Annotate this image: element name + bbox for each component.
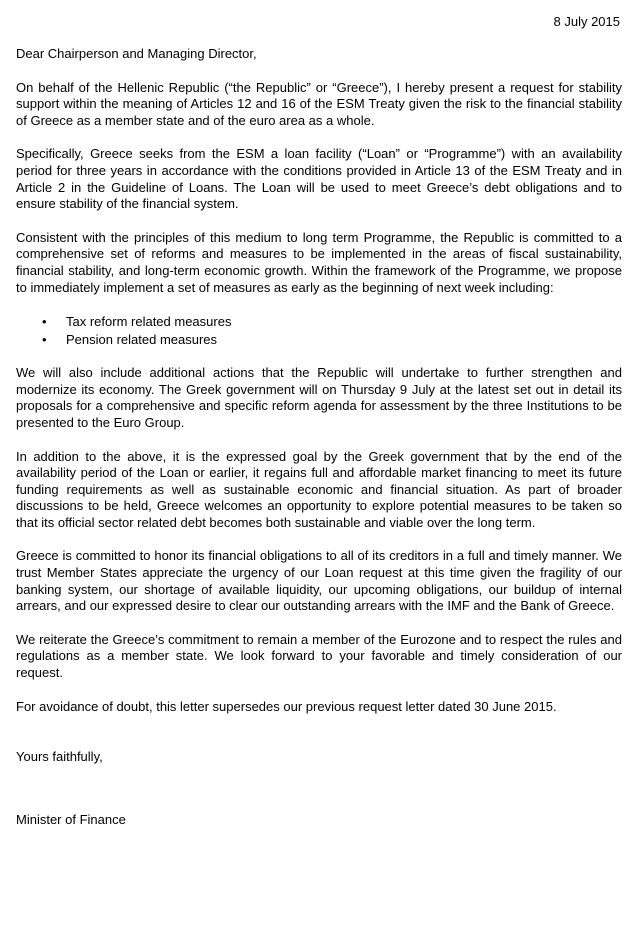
paragraph-eurozone-commitment: We reiterate the Greece’s commitment to remain a member of the Eurozone and to respect the rules and regulations as a member state. We look forward to your favorable and timely consideration of our request. — [16, 631, 622, 681]
letter-date: 8 July 2015 — [553, 14, 620, 29]
paragraph-additional-actions: We will also include additional actions that the Republic will undertake to further strengthen and modernize its economy. The Greek government will on Thursday 9 July at the latest set out in detail its proposals for a comprehensive and specific reform agenda for assessment by the three Institutions to be presented to the Euro Group. — [16, 365, 622, 430]
list-item-label: Pension related measures — [66, 331, 218, 347]
paragraph-reforms: Consistent with the principles of this medium to long term Programme, the Republic is committed to a comprehensive set of reforms and measures to be implemented in the areas of fiscal sustainability, financial stability, and long-term economic growth. Within the framework of the Programme, we propose to immediately implement a set of measures as early as the beginning of next week including: — [16, 229, 622, 295]
list-item-label: Tax reform related measures — [66, 314, 232, 330]
list-item — [16, 331, 622, 349]
closing: Yours faithfully, — [16, 749, 103, 765]
paragraph-supersedes: For avoidance of doubt, this letter supersedes our previous request letter dated 30 June 2015. — [16, 698, 557, 714]
list-item — [16, 313, 622, 331]
bullet-icon: • — [42, 331, 47, 347]
letter-body — [16, 46, 622, 845]
measures-list — [16, 313, 622, 348]
paragraph-market-financing: In addition to the above, it is the expressed goal by the Greek government that by the end of the availability period of the Loan or earlier, it regains full and affordable market financing to meet its future funding requirements as well as sustainable economic and financial situation. As part of broader discussions to be held, Greece welcomes an opportunity to explore potential measures to be taken so that its official sector related debt becomes both sustainable and viable over the long term. — [16, 448, 622, 530]
paragraph-request: On behalf of the Hellenic Republic (“the Republic” or “Greece”), I hereby present a request for stability support within the meaning of Articles 12 and 16 of the ESM Treaty given the risk to the financial stability of Greece as a member state and of the euro area as a whole. — [16, 79, 622, 128]
paragraph-obligations: Greece is committed to honor its financial obligations to all of its creditors in a full and timely manner. We trust Member States appreciate the urgency of our Loan request at this time given the fragility of our banking system, our shortage of available liquidity, our upcoming obligations, our buildup of internal arrears, and our expressed desire to clear our outstanding arrears with the IMF and the Bank of Greece. — [16, 548, 622, 614]
signature-title: Minister of Finance — [16, 811, 126, 827]
bullet-icon: • — [42, 314, 47, 330]
salutation: Dear Chairperson and Managing Director, — [16, 46, 257, 61]
paragraph-loan-facility: Specifically, Greece seeks from the ESM a loan facility (“Loan” or “Programme”) with an availability period for three years in accordance with the conditions provided in Article 13 of the ESM Treaty and in Article 2 in the Guideline of Loans. The Loan will be used to meet Greece’s debt obligations and to ensure stability of the financial system. — [16, 146, 622, 212]
